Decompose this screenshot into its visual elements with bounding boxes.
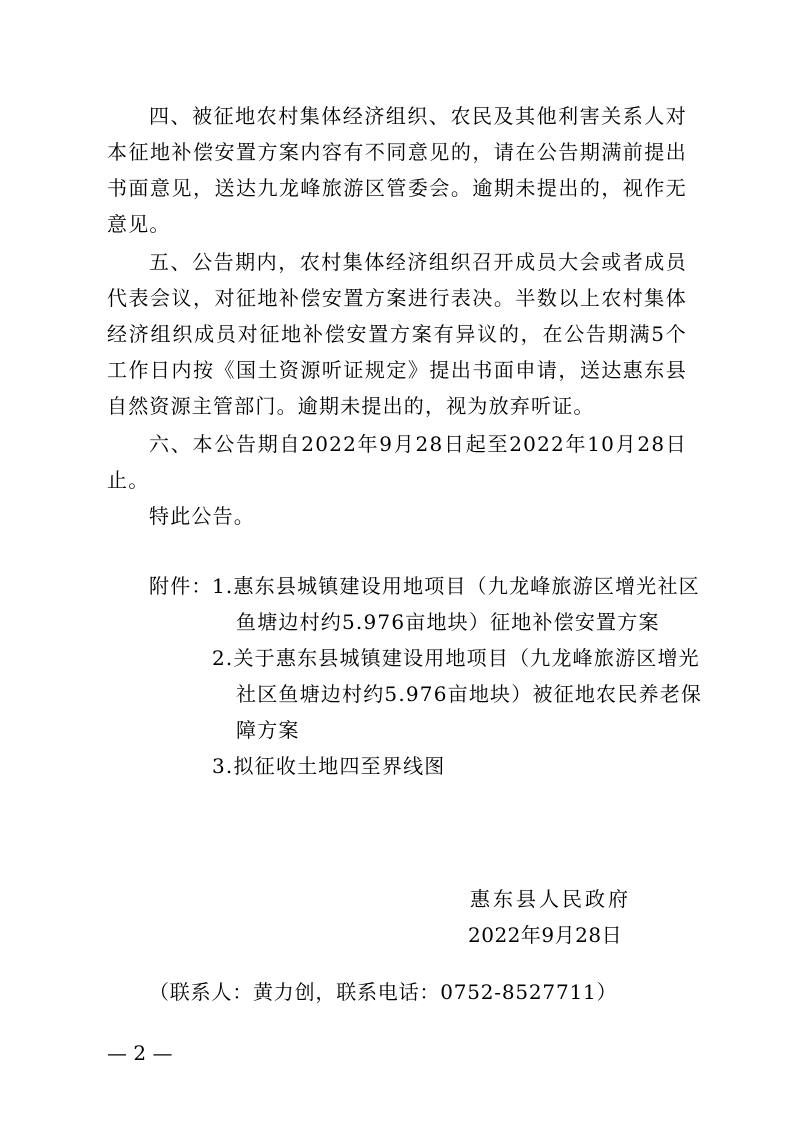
signature-organization: 惠东县人民政府 (470, 887, 631, 911)
signature-date: 2022年9月28日 (468, 923, 623, 947)
paragraph-closing: 特此公告。 (149, 504, 255, 528)
attachment-item-2: 2.关于惠东县城镇建设用地项目（九龙峰旅游区增光社区鱼塘边村约5.976亩地块）被征地农民养老保障方案 (212, 646, 703, 742)
contact-info: （联系人：黄力创，联系电话：0752-8527711） (149, 980, 618, 1004)
paragraph-vote-and-hearing: 五、公告期内，农村集体经济组织召开成员大会或者成员代表会议，对征地补偿安置方案进行表决。半数以上农村集体经济组织成员对征地补偿安置方案有异议的，在公告期满5个工作日内按《国土资源听证规定》提出书面申请，送达惠东县自然资源主管部门。逾期未提出的，视为放弃听证。 (107, 250, 687, 418)
page-number: — 2 — (107, 1041, 173, 1065)
attachments-label: 附件： (149, 574, 213, 598)
attachment-item-1: 1.惠东县城镇建设用地项目（九龙峰旅游区增光社区鱼塘边村约5.976亩地块）征地补偿安置方案 (212, 574, 700, 634)
paragraph-objection-notice: 四、被征地农村集体经济组织、农民及其他利害关系人对本征地补偿安置方案内容有不同意见的，请在公告期满前提出书面意见，送达九龙峰旅游区管委会。逾期未提出的，视作无意见。 (107, 104, 687, 236)
paragraph-notice-period: 六、本公告期自2022年9月28日起至2022年10月28日止。 (107, 432, 687, 492)
attachment-item-3: 3.拟征收土地四至界线图 (212, 754, 446, 778)
